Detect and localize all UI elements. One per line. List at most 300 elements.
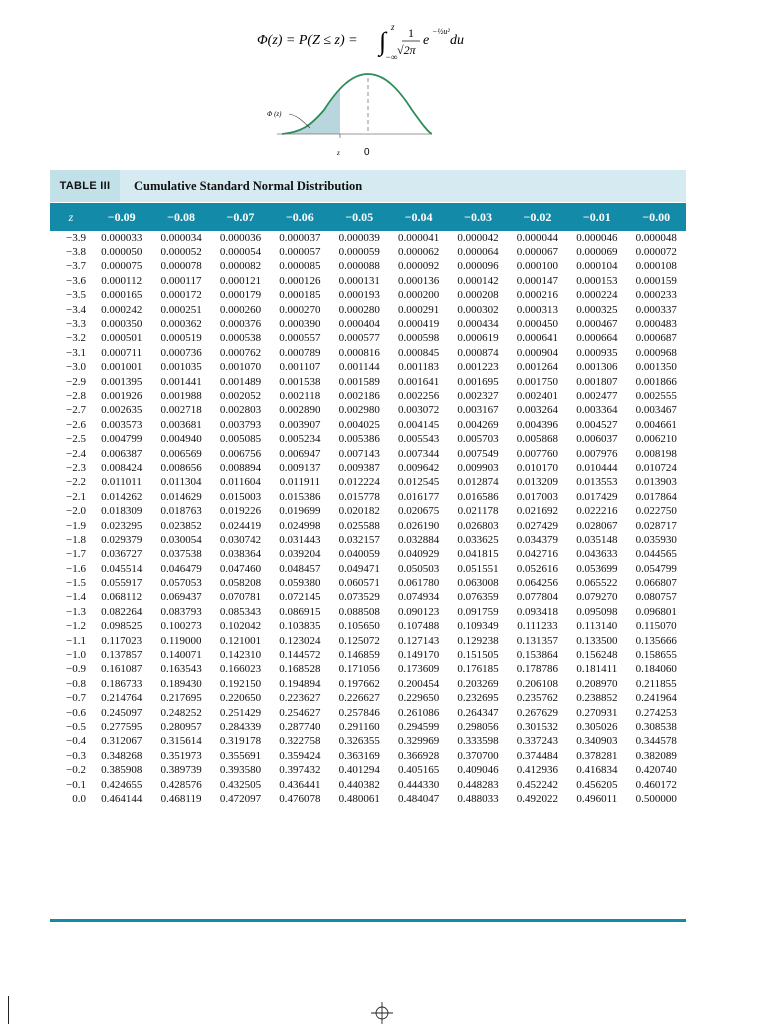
probability-cell: 0.000577 [338,332,380,345]
probability-cell: 0.238852 [576,692,618,705]
probability-cell: 0.181411 [576,663,618,676]
probability-cell: 0.184060 [635,663,677,676]
probability-cell: 0.000641 [516,332,559,345]
probability-cell: 0.291160 [338,720,380,733]
probability-cell: 0.058208 [219,577,262,590]
table-row [50,663,686,677]
probability-cell: 0.028067 [576,519,618,532]
probability-cell: 0.069437 [160,591,202,604]
probability-cell: 0.000153 [576,274,618,287]
probability-cell: 0.068112 [101,591,143,604]
probability-cell: 0.186733 [101,677,143,690]
probability-cell: 0.000069 [576,246,618,259]
table-row [50,677,686,691]
probability-cell: 0.002118 [279,389,321,402]
probability-cell: 0.040059 [338,548,380,561]
probability-cell: 0.061780 [398,577,440,590]
probability-cell: 0.208970 [576,677,618,690]
z-value-cell: −1.7 [66,548,86,561]
probability-cell: 0.158655 [635,649,677,662]
z-value-cell: −2.8 [66,389,86,402]
z-value-cell: −0.4 [66,735,86,748]
probability-cell: 0.401294 [338,764,380,777]
probability-cell: 0.022216 [576,505,618,518]
probability-cell: 0.000538 [219,332,262,345]
probability-cell: 0.217695 [160,692,202,705]
probability-cell: 0.004940 [160,433,202,446]
probability-cell: 0.000131 [338,274,380,287]
probability-cell: 0.000270 [279,303,321,316]
z-value-cell: −1.0 [66,649,86,662]
probability-cell: 0.214764 [101,692,143,705]
z-value-cell: −3.5 [66,289,86,302]
probability-cell: 0.002718 [160,404,202,417]
z-value-cell: −3.4 [66,303,86,316]
formula-upper-limit: z [391,22,395,32]
probability-cell: 0.315614 [160,735,202,748]
column-header: −0.07 [211,203,270,231]
probability-cell: 0.440382 [338,778,380,791]
probability-cell: 0.168528 [279,663,321,676]
probability-cell: 0.000072 [635,246,677,259]
probability-cell: 0.000216 [516,289,559,302]
probability-cell: 0.002980 [338,404,380,417]
probability-cell: 0.267629 [516,706,559,719]
column-header: −0.01 [567,203,626,231]
probability-cell: 0.006756 [219,447,262,460]
z-value-cell: −1.1 [66,634,86,647]
probability-cell: 0.005085 [219,433,262,446]
z-value-cell: −2.3 [66,461,86,474]
probability-cell: 0.420740 [635,764,677,777]
table-row [50,447,686,461]
table-row [50,274,686,288]
z-value-cell: −3.9 [66,231,86,244]
cdf-formula [257,20,517,62]
probability-cell: 0.010170 [516,461,559,474]
probability-cell: 0.000233 [635,289,677,302]
table-row [50,749,686,763]
probability-cell: 0.226627 [338,692,380,705]
column-header-z: z [50,203,92,231]
probability-cell: 0.000501 [101,332,143,345]
probability-cell: 0.000088 [338,260,380,273]
column-header: −0.04 [389,203,448,231]
probability-cell: 0.051551 [457,562,499,575]
table-title: Cumulative Standard Normal Distribution [134,178,363,193]
probability-cell: 0.378281 [576,749,618,762]
probability-cell: 0.393580 [219,764,262,777]
formula-du: du [450,33,464,48]
probability-cell: 0.079270 [576,591,618,604]
probability-cell: 0.080757 [635,591,677,604]
probability-cell: 0.002555 [635,389,677,402]
probability-cell: 0.351973 [160,749,202,762]
probability-cell: 0.039204 [279,548,321,561]
probability-cell: 0.040929 [398,548,440,561]
probability-cell: 0.016586 [457,490,499,503]
probability-cell: 0.043633 [576,548,618,561]
probability-cell: 0.007976 [576,447,618,460]
probability-cell: 0.093418 [516,605,559,618]
probability-cell: 0.000067 [516,246,559,259]
z-value-cell: −0.7 [66,692,86,705]
probability-cell: 0.017429 [576,490,618,503]
probability-cell: 0.002327 [457,389,499,402]
probability-cell: 0.319178 [219,735,262,748]
column-header: −0.05 [330,203,389,231]
probability-cell: 0.329969 [398,735,440,748]
z-value-cell: −2.6 [66,418,86,431]
column-header: −0.08 [151,203,210,231]
probability-cell: 0.000126 [279,274,321,287]
table-row [50,533,686,547]
probability-cell: 0.041815 [457,548,499,561]
probability-cell: 0.000112 [101,274,143,287]
probability-cell: 0.137857 [101,649,143,662]
probability-cell: 0.000762 [219,346,262,359]
z-value-cell: −0.9 [66,663,86,676]
z-value-cell: −3.1 [66,346,86,359]
probability-cell: 0.000845 [398,346,440,359]
probability-cell: 0.065522 [576,577,618,590]
probability-cell: 0.034379 [516,533,559,546]
probability-cell: 0.005868 [516,433,559,446]
z-value-cell: −0.3 [66,749,86,762]
probability-cell: 0.009642 [398,461,440,474]
table-row [50,461,686,475]
z-value-cell: −3.3 [66,318,86,331]
probability-cell: 0.161087 [101,663,143,676]
probability-cell: 0.047460 [219,562,262,575]
probability-cell: 0.011304 [160,476,202,489]
probability-cell: 0.003793 [219,418,262,431]
z-value-cell: −0.5 [66,720,86,733]
probability-cell: 0.000260 [219,303,262,316]
probability-cell: 0.000874 [457,346,499,359]
probability-cell: 0.241964 [635,692,677,705]
probability-cell: 0.000041 [398,231,440,244]
probability-cell: 0.042716 [516,548,559,561]
probability-cell: 0.000313 [516,303,559,316]
probability-cell: 0.023295 [101,519,143,532]
probability-cell: 0.251429 [219,706,262,719]
probability-cell: 0.003364 [576,404,618,417]
shaded-area [282,88,340,134]
formula-numerator: 1 [408,26,414,40]
table-row [50,418,686,432]
probability-cell: 0.008894 [219,461,262,474]
probability-cell: 0.001306 [576,361,618,374]
probability-cell: 0.000390 [279,318,321,331]
z-value-cell: −1.2 [66,620,86,633]
registration-mark-icon [371,1002,393,1024]
column-header: −0.03 [448,203,507,231]
probability-cell: 0.000034 [160,231,202,244]
z-value-cell: −2.0 [66,505,86,518]
probability-cell: 0.163543 [160,663,202,676]
probability-cell: 0.014629 [160,490,202,503]
probability-cell: 0.001441 [160,375,202,388]
probability-cell: 0.416834 [576,764,618,777]
table-row [50,620,686,634]
formula-exp-base: e [423,33,430,48]
probability-cell: 0.189430 [160,677,202,690]
probability-cell: 0.003573 [101,418,143,431]
probability-cell: 0.000108 [635,260,677,273]
probability-cell: 0.100273 [160,620,202,633]
probability-cell: 0.277595 [101,720,143,733]
probability-cell: 0.036727 [101,548,143,561]
probability-cell: 0.003467 [635,404,677,417]
probability-cell: 0.008198 [635,447,677,460]
table-row [50,303,686,317]
probability-cell: 0.370700 [457,749,499,762]
probability-cell: 0.496011 [576,792,618,805]
probability-cell: 0.121001 [219,634,262,647]
probability-cell: 0.270931 [576,706,618,719]
probability-cell: 0.107488 [398,620,440,633]
probability-cell: 0.140071 [160,649,202,662]
probability-cell: 0.024998 [279,519,321,532]
probability-cell: 0.264347 [457,706,499,719]
probability-cell: 0.000147 [516,274,559,287]
probability-cell: 0.000362 [160,318,202,331]
probability-cell: 0.004145 [398,418,440,431]
probability-cell: 0.235762 [516,692,559,705]
probability-cell: 0.001589 [338,375,380,388]
z-value-cell: 0.0 [72,792,86,805]
bell-curve-figure [262,68,432,163]
probability-cell: 0.013903 [635,476,677,489]
probability-cell: 0.045514 [101,562,143,575]
column-header: −0.00 [627,203,686,231]
probability-cell: 0.294599 [398,720,440,733]
probability-cell: 0.374484 [516,749,559,762]
probability-cell: 0.000059 [338,246,380,259]
probability-cell: 0.000042 [457,231,499,244]
probability-cell: 0.000117 [160,274,202,287]
table-number: TABLE III [50,170,120,202]
table-row [50,375,686,389]
probability-cell: 0.027429 [516,519,559,532]
table-row [50,692,686,706]
probability-cell: 0.178786 [516,663,559,676]
probability-cell: 0.072145 [279,591,321,604]
table-row [50,245,686,259]
probability-cell: 0.095098 [576,605,618,618]
z-value-cell: −3.2 [66,332,86,345]
formula-exponent: −½u² [432,27,450,36]
table-row [50,260,686,274]
probability-cell: 0.117023 [101,634,143,647]
probability-cell: 0.223627 [279,692,321,705]
probability-cell: 0.146859 [338,649,380,662]
probability-cell: 0.103835 [279,620,321,633]
probability-cell: 0.018763 [160,505,202,518]
probability-cell: 0.004269 [457,418,499,431]
probability-cell: 0.007760 [516,447,559,460]
probability-cell: 0.021692 [516,505,559,518]
table-row [50,361,686,375]
probability-cell: 0.229650 [398,692,440,705]
probability-cell: 0.000165 [101,289,143,302]
z-value-cell: −1.9 [66,519,86,532]
probability-cell: 0.298056 [457,720,499,733]
probability-cell: 0.000096 [457,260,499,273]
table-row [50,490,686,504]
probability-cell: 0.030742 [219,533,262,546]
z-value-cell: −0.6 [66,706,86,719]
formula-svg [257,20,517,62]
probability-cell: 0.363169 [338,749,380,762]
probability-cell: 0.073529 [338,591,380,604]
probability-cell: 0.001926 [101,389,143,402]
probability-cell: 0.257846 [338,706,380,719]
probability-cell: 0.001264 [516,361,559,374]
probability-cell: 0.000404 [338,318,380,331]
z-value-cell: −1.4 [66,591,86,604]
probability-cell: 0.312067 [101,735,143,748]
probability-cell: 0.326355 [338,735,380,748]
column-header: −0.09 [92,203,151,231]
probability-cell: 0.000037 [279,231,321,244]
probability-cell: 0.014262 [101,490,143,503]
probability-cell: 0.287740 [279,720,321,733]
probability-cell: 0.284339 [219,720,262,733]
probability-cell: 0.013209 [516,476,559,489]
probability-cell: 0.001750 [516,375,559,388]
probability-cell: 0.197662 [338,677,380,690]
table-row [50,289,686,303]
probability-cell: 0.385908 [101,764,143,777]
probability-cell: 0.113140 [576,620,618,633]
probability-cell: 0.028717 [635,519,677,532]
probability-cell: 0.000052 [160,246,202,259]
probability-cell: 0.037538 [160,548,202,561]
probability-cell: 0.333598 [457,735,499,748]
probability-cell: 0.005234 [279,433,321,446]
probability-cell: 0.096801 [635,605,677,618]
probability-cell: 0.176185 [457,663,499,676]
probability-cell: 0.000078 [160,260,202,273]
table-row [50,504,686,518]
probability-cell: 0.008656 [160,461,202,474]
probability-cell: 0.009137 [279,461,321,474]
probability-cell: 0.001807 [576,375,618,388]
table-row [50,763,686,777]
probability-cell: 0.308538 [635,720,677,733]
table-row [50,332,686,346]
probability-cell: 0.448283 [457,778,499,791]
probability-cell: 0.082264 [101,605,143,618]
probability-cell: 0.001538 [279,375,321,388]
probability-cell: 0.280957 [160,720,202,733]
probability-cell: 0.192150 [219,677,262,690]
probability-cell: 0.004799 [101,433,143,446]
probability-cell: 0.024419 [219,519,262,532]
probability-cell: 0.355691 [219,749,262,762]
probability-cell: 0.008424 [101,461,143,474]
probability-cell: 0.000711 [101,346,143,359]
probability-cell: 0.102042 [219,620,262,633]
probability-cell: 0.088508 [338,605,380,618]
table-row [50,720,686,734]
probability-cell: 0.203269 [457,677,499,690]
probability-cell: 0.000816 [338,346,380,359]
table-row [50,346,686,360]
probability-cell: 0.002186 [338,389,380,402]
probability-cell: 0.002052 [219,389,262,402]
probability-cell: 0.000935 [576,346,618,359]
probability-cell: 0.488033 [457,792,499,805]
probability-cell: 0.000789 [279,346,321,359]
probability-cell: 0.424655 [101,778,143,791]
probability-cell: 0.033625 [457,533,499,546]
probability-cell: 0.149170 [398,649,440,662]
probability-cell: 0.000185 [279,289,321,302]
probability-cell: 0.428576 [160,778,202,791]
probability-cell: 0.322758 [279,735,321,748]
z-value-cell: −2.9 [66,375,86,388]
table-row [50,792,686,806]
probability-cell: 0.010444 [576,461,618,474]
probability-cell: 0.000419 [398,318,440,331]
z-value-cell: −2.5 [66,433,86,446]
table-row [50,634,686,648]
probability-cell: 0.090123 [398,605,440,618]
probability-cell: 0.026190 [398,519,440,532]
probability-cell: 0.111233 [517,620,558,633]
probability-cell: 0.166023 [219,663,262,676]
probability-cell: 0.000054 [219,246,262,259]
probability-cell: 0.009903 [457,461,499,474]
probability-cell: 0.032884 [398,533,440,546]
table-body [50,231,686,807]
probability-cell: 0.015003 [219,490,262,503]
probability-cell: 0.052616 [516,562,559,575]
margin-mark [8,996,9,1024]
probability-cell: 0.001001 [101,361,143,374]
probability-cell: 0.472097 [219,792,262,805]
probability-cell: 0.006569 [160,447,202,460]
probability-cell: 0.032157 [338,533,380,546]
probability-cell: 0.000104 [576,260,618,273]
z-value-cell: −1.8 [66,533,86,546]
probability-cell: 0.019226 [219,505,262,518]
z-value-cell: −2.7 [66,404,86,417]
probability-cell: 0.030054 [160,533,202,546]
probability-cell: 0.000376 [219,318,262,331]
probability-cell: 0.211855 [635,677,677,690]
probability-cell: 0.000064 [457,246,499,259]
probability-cell: 0.305026 [576,720,618,733]
probability-cell: 0.000142 [457,274,499,287]
probability-cell: 0.000325 [576,303,618,316]
probability-cell: 0.000291 [398,303,440,316]
probability-cell: 0.000251 [160,303,202,316]
probability-cell: 0.002256 [398,389,440,402]
probability-cell: 0.452242 [516,778,559,791]
probability-cell: 0.098525 [101,620,143,633]
probability-cell: 0.484047 [398,792,440,805]
probability-cell: 0.013553 [576,476,618,489]
probability-cell: 0.085343 [219,605,262,618]
probability-cell: 0.274253 [635,706,677,719]
z-value-cell: −0.2 [66,764,86,777]
probability-cell: 0.153864 [516,649,559,662]
table-row [50,591,686,605]
